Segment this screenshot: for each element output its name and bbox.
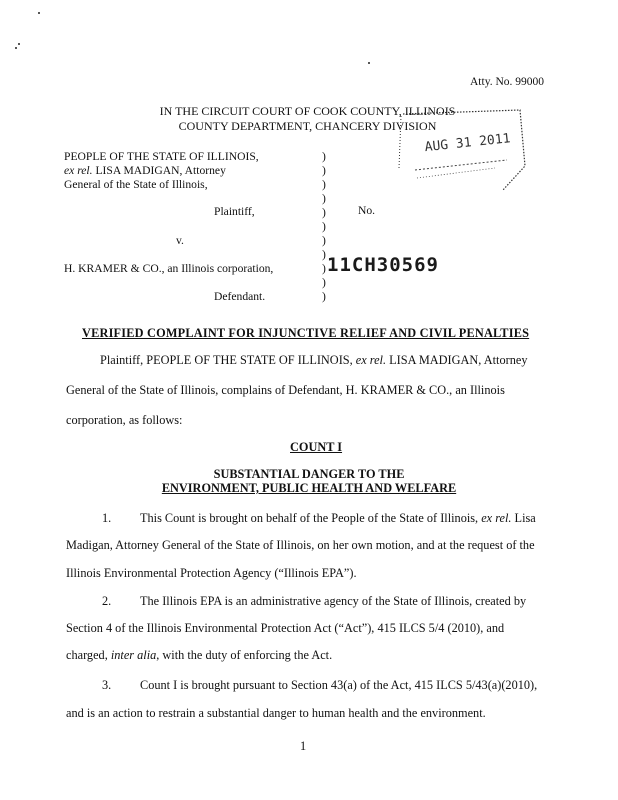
- case-number-stamp: 11CH30569: [327, 254, 439, 276]
- paragraph-3-number: 3.: [102, 678, 112, 692]
- caption-bracket: ): [322, 164, 326, 177]
- court-name-line-1: IN THE CIRCUIT COURT OF COOK COUNTY, ILLINOIS: [159, 104, 456, 118]
- count-heading-line-1: SUBSTANTIAL DANGER TO THE: [213, 467, 405, 481]
- intro-line-1: Plaintiff, PEOPLE OF THE STATE OF ILLINOIS, ex rel. LISA MADIGAN, Attorney: [100, 353, 528, 367]
- paragraph-2-line-3: charged, inter alia, with the duty of enforcing the Act.: [66, 648, 333, 662]
- caption-defendant: H. KRAMER & CO., an Illinois corporation,: [64, 262, 274, 275]
- paragraph-1-line-1: This Count is brought on behalf of the People of the State of Illinois, ex rel. Lisa: [140, 511, 536, 525]
- caption-bracket: ): [322, 150, 326, 163]
- caption-bracket: ): [322, 178, 326, 191]
- case-number-label: No.: [358, 204, 376, 217]
- caption-bracket: ): [322, 290, 326, 303]
- received-stamp: [395, 108, 530, 198]
- caption-bracket: ): [322, 262, 326, 275]
- paragraph-1-line-3: Illinois Environmental Protection Agency (“Illinois EPA”).: [66, 566, 357, 580]
- paragraph-3-line-1: Count I is brought pursuant to Section 43(a) of the Act, 415 ILCS 5/43(a)(2010),: [140, 678, 538, 692]
- paragraph-2-line-1: The Illinois EPA is an administrative agency of the State of Illinois, created by: [140, 594, 527, 608]
- caption-bracket: ): [322, 206, 326, 219]
- caption-plaintiff-line-1: PEOPLE OF THE STATE OF ILLINOIS,: [64, 150, 259, 163]
- stamp-date: AUG 31 2011: [424, 131, 512, 156]
- caption-bracket: ): [322, 234, 326, 247]
- count-label: COUNT I: [290, 440, 343, 454]
- paragraph-1-number: 1.: [102, 511, 112, 525]
- scan-speck: [38, 12, 40, 14]
- caption-versus: v.: [176, 234, 184, 247]
- caption-defendant-label: Defendant.: [214, 290, 266, 303]
- caption-plaintiff-label: Plaintiff,: [214, 205, 255, 218]
- paragraph-3-line-2: and is an action to restrain a substantial danger to human health and the environment.: [66, 706, 486, 720]
- scan-speck: [15, 47, 17, 49]
- count-heading-line-2: ENVIRONMENT, PUBLIC HEALTH AND WELFARE: [161, 481, 457, 495]
- caption-plaintiff-line-2: ex rel. LISA MADIGAN, Attorney: [64, 164, 226, 177]
- caption-bracket: ): [322, 248, 326, 261]
- paragraph-2-line-2: Section 4 of the Illinois Environmental Protection Act (“Act”), 415 ILCS 5/4 (2010), and: [66, 621, 505, 635]
- caption-bracket: ): [322, 192, 326, 205]
- caption-plaintiff-line-3: General of the State of Illinois,: [64, 178, 208, 191]
- intro-line-2: General of the State of Illinois, complains of Defendant, H. KRAMER & CO., an Illinois: [66, 383, 505, 397]
- caption-bracket: ): [322, 276, 326, 289]
- intro-line-3: corporation, as follows:: [66, 413, 183, 427]
- paragraph-1-line-2: Madigan, Attorney General of the State of Illinois, on her own motion, and at the request of the: [66, 538, 535, 552]
- scan-speck: [18, 43, 20, 45]
- paragraph-2-number: 2.: [102, 594, 112, 608]
- page-number: 1: [300, 739, 307, 753]
- complaint-title: VERIFIED COMPLAINT FOR INJUNCTIVE RELIEF AND CIVIL PENALTIES: [82, 326, 530, 340]
- caption-bracket: ): [322, 220, 326, 233]
- court-name-line-2: COUNTY DEPARTMENT, CHANCERY DIVISION: [178, 119, 437, 133]
- scan-speck: [368, 62, 370, 64]
- attorney-number: Atty. No. 99000: [470, 76, 545, 88]
